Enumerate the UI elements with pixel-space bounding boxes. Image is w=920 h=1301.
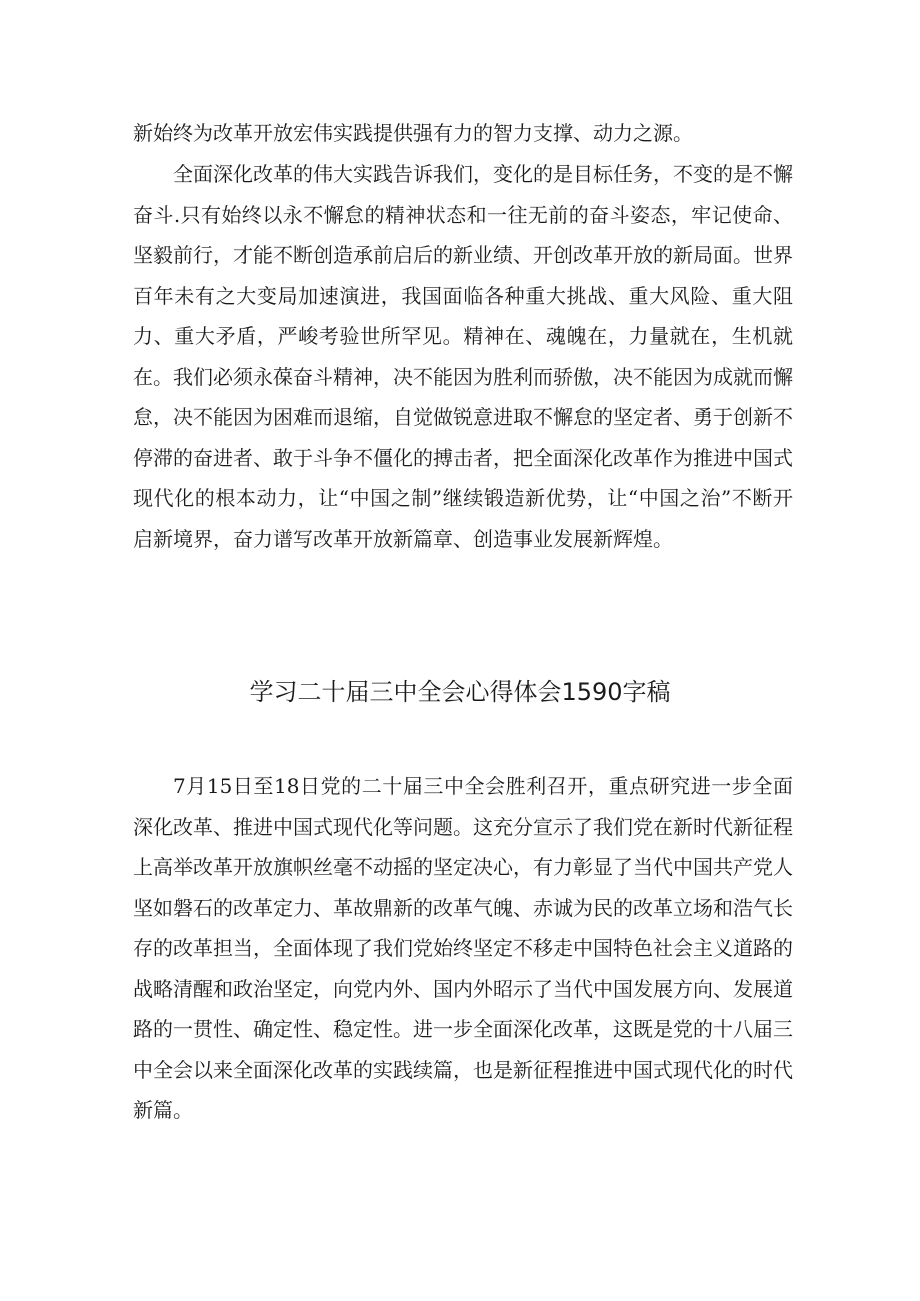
continuation-line: 新始终为改革开放宏伟实践提供强有力的智力支撑、动力之源。 (133, 121, 693, 145)
document-title: 学习二十届三中全会心得体会1590字稿 (249, 678, 671, 706)
paragraph-plenum-summary: 7月15日至18日党的二十届三中全会胜利召开，重点研究进一步全面深化改革、推进中国式现代化等问题。这充分宣示了我们党在新时代新征程上高举改革开放旗帜丝毫不动摇的坚定决心，有力彰显了当代中国共产党人坚如磐石的改革定力、革故鼎新的改革气魄、赤诚为民的改革立场和浩气长存的改革担当，全面体现了我们党始终坚定不移走中国特色社会主义道路的战略清醒和政治坚定，向党内外、国内外昭示了当代中国发展方向、发展道路的一贯性、确定性、稳定性。进一步全面深化改革，这既是党的十八届三中全会以来全面深化改革的实践续篇，也是新征程推进中国式现代化的时代新篇。 (133, 774, 793, 1122)
paragraph-reform-struggle: 全面深化改革的伟大实践告诉我们，变化的是目标任务，不变的是不懈奋斗.只有始终以永不懈怠的精神状态和一往无前的奋斗姿态，牢记使命、坚毅前行，才能不断创造承前启后的新业绩、开创改革开放的新局面。世界百年未有之大变局加速演进，我国面临各种重大挑战、重大风险、重大阻力、重大矛盾，严峻考验世所罕见。精神在、魂魄在，力量就在，生机就在。我们必须永葆奋斗精神，决不能因为胜利而骄傲，决不能因为成就而懈怠，决不能因为困难而退缩，自觉做锐意进取不懈怠的坚定者、勇于创新不停滞的奋进者、敢于斗争不僵化的搏击者，把全面深化改革作为推进中国式现代化的根本动力，让“中国之制”继续锻造新优势，让“中国之治”不断开启新境界，奋力谱写改革开放新篇章、创造事业发展新辉煌。 (133, 162, 793, 551)
